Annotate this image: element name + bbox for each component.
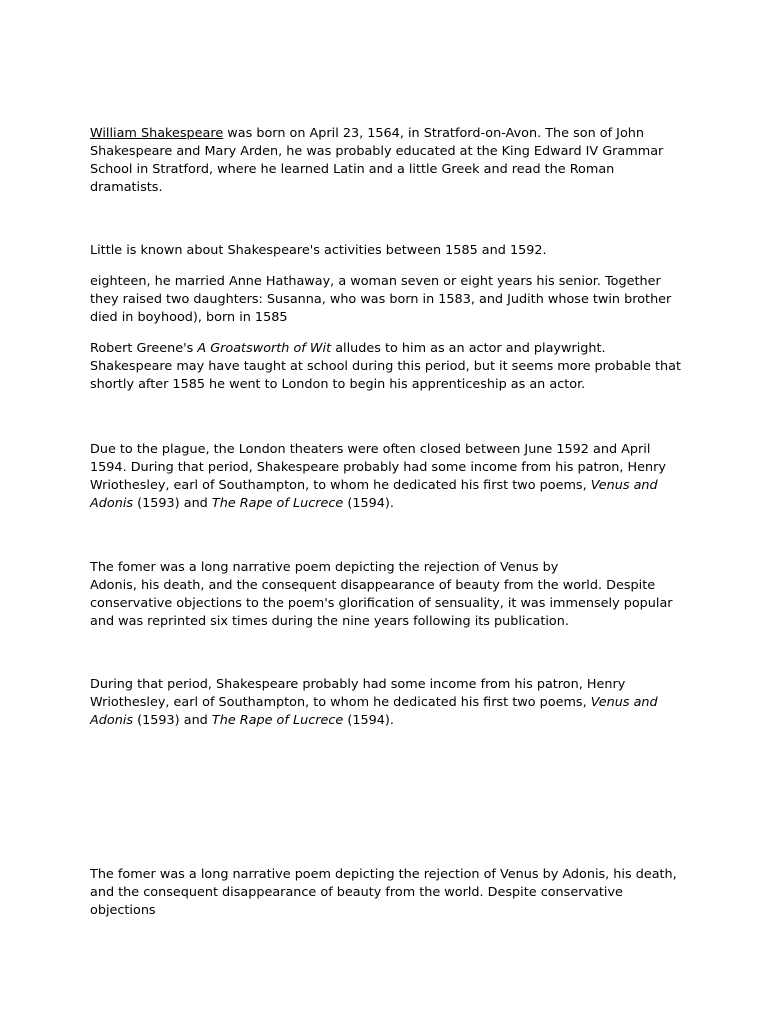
paragraph-plague-after: (1594). — [343, 496, 394, 511]
paragraph-activities-text: Little is known about Shakespeare's activities between 1585 and 1592. — [90, 243, 547, 258]
paragraph-marriage-text: eighteen, he married Anne Hathaway, a woman seven or eight years his senior. Together they raised two daughters: Susanna, who was born in 1583, and Judith whose twin brother died in boyhood), born in 1585 — [90, 274, 672, 325]
paragraph-greene-before: Robert Greene's — [90, 341, 198, 356]
paragraph-fomer — [90, 866, 690, 920]
paragraph-patron-before: During that period, Shakespeare probably had some income from his patron, Henry Wriothesley, earl of Southampton, to whom he dedicated his first two poems, — [90, 677, 626, 710]
venus-adonis-title-2: Venus and Adonis — [90, 695, 658, 728]
paragraph-plague — [90, 441, 690, 513]
venus-adonis-title: Venus and Adonis — [90, 478, 658, 511]
paragraph-birth — [90, 125, 690, 197]
paragraph-greene — [90, 340, 690, 394]
paragraph-plague-before: Due to the plague, the London theaters were often closed between June 1592 and April 1594. During that period, Shakespeare probably had some income from his patron, Henry Wriothesley, earl of Southampton, to whom he dedicated his first two poems, — [90, 442, 666, 493]
paragraph-fomer-text: The fomer was a long narrative poem depicting the rejection of Venus by Adonis, his death, and the consequent disappearance of beauty from the world. Despite conservative objections — [90, 867, 677, 918]
paragraph-venus-narrative — [90, 559, 690, 631]
paragraph-greene-after: alludes to him as an actor and playwright. Shakespeare may have taught at school during this period, but it seems more probable that shortly after 1585 he went to London to begin his apprenticeship as an actor. — [90, 341, 682, 392]
paragraph-marriage — [90, 273, 690, 327]
shakespeare-link[interactable]: William Shakespeare — [90, 126, 224, 141]
paragraph-patron — [90, 676, 690, 730]
paragraph-venus-narrative-text: The fomer was a long narrative poem depicting the rejection of Venus by Adonis, his death, and the consequent disappearance of beauty from the world. Despite conservative objections to the poem's glorification of sensuality, it was immensely popular and was reprinted six times during the nine years following its publication. — [90, 560, 673, 629]
paragraph-patron-mid: (1593) and — [133, 713, 212, 728]
groatsworth-title: A Groatsworth of Wit — [197, 341, 332, 356]
rape-of-lucrece-title-2: The Rape of Lucrece — [211, 713, 344, 728]
paragraph-plague-mid: (1593) and — [133, 496, 212, 511]
paragraph-activities — [90, 242, 690, 260]
paragraph-patron-after: (1594). — [343, 713, 394, 728]
rape-of-lucrece-title: The Rape of Lucrece — [211, 496, 344, 511]
paragraph-birth-text: was born on April 23, 1564, in Stratford-on-Avon. The son of John Shakespeare and Mary Arden, he was probably educated at the King Edward IV Grammar School in Stratford, where he learned Latin and a little Greek and read the Roman dramatists. — [90, 126, 664, 195]
